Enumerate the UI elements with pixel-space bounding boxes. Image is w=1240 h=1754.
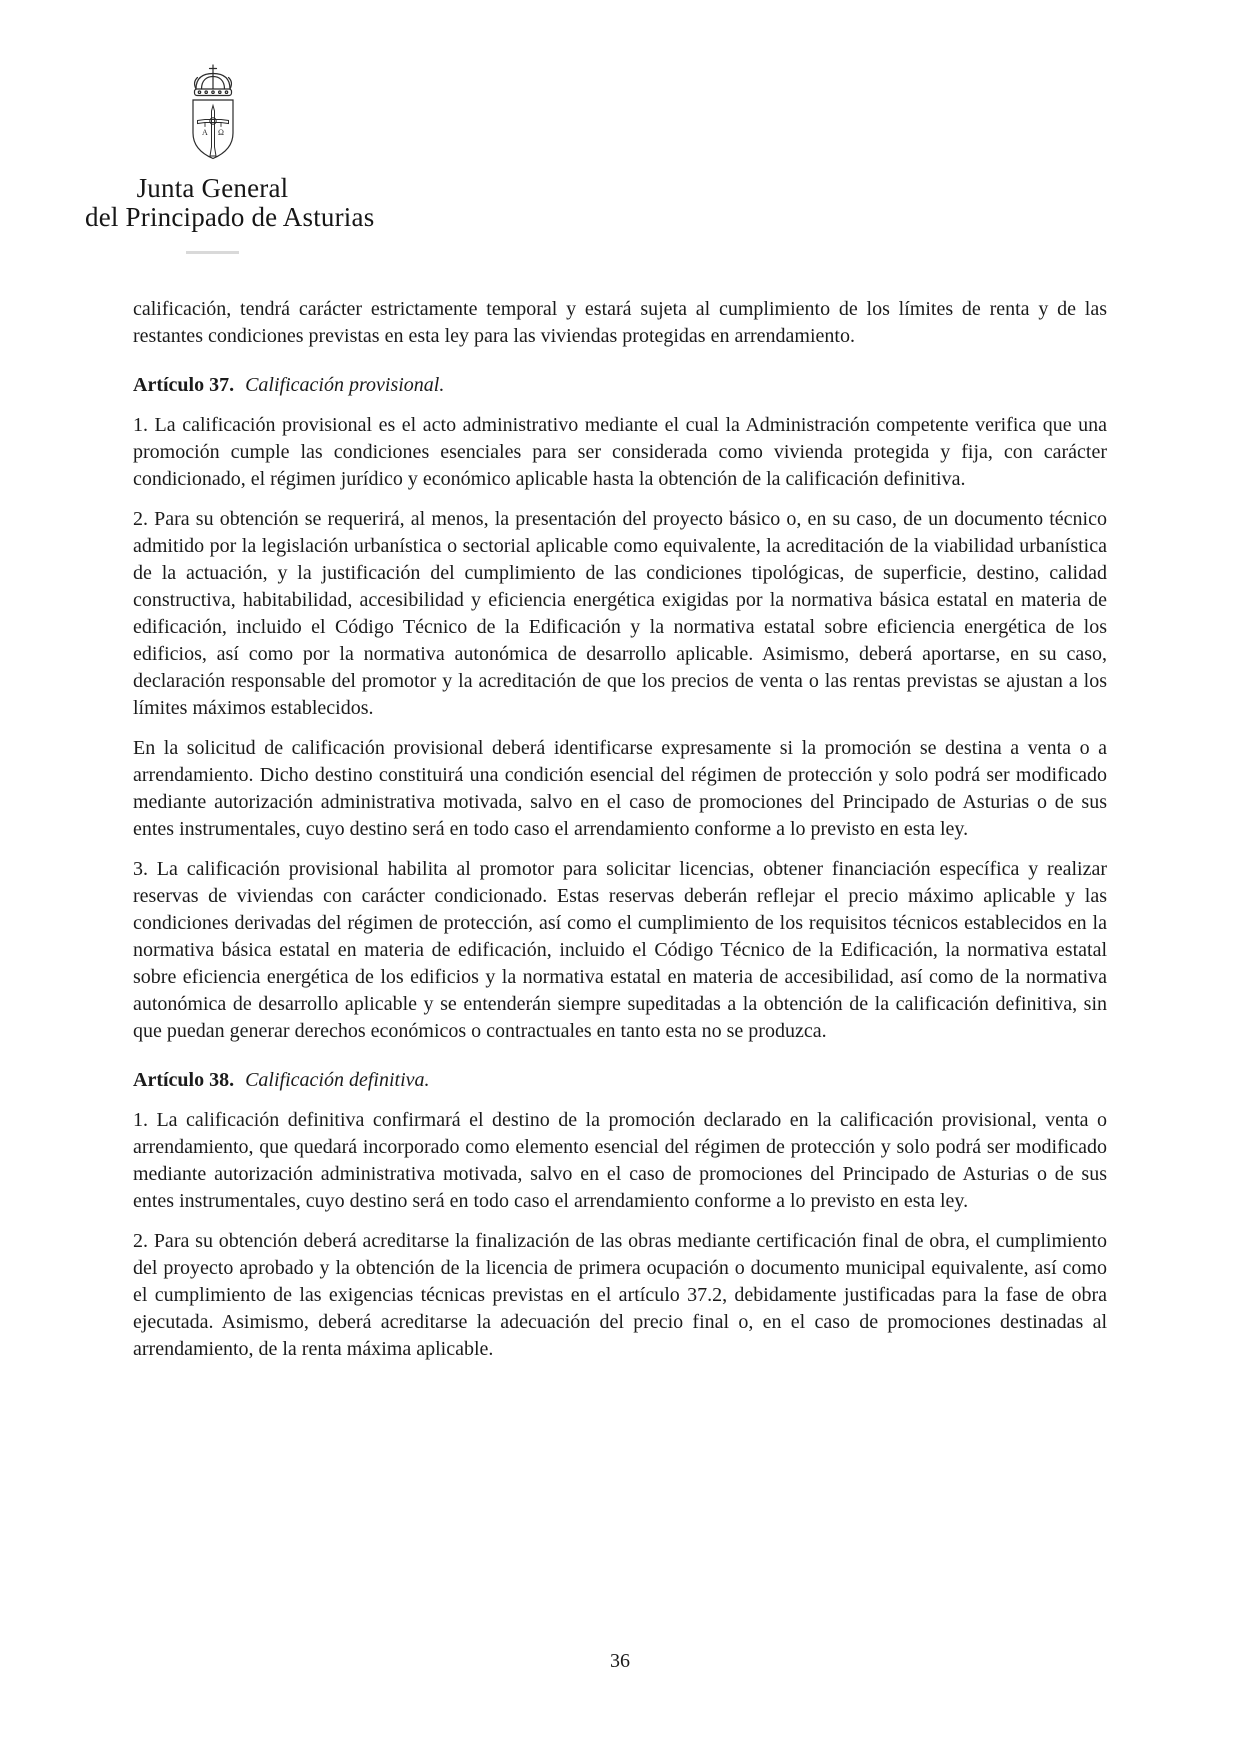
svg-text:Ω: Ω <box>217 128 224 137</box>
page-number: 36 <box>610 1650 630 1672</box>
org-name <box>85 173 375 232</box>
page-footer <box>0 1650 1240 1673</box>
article-37-paragraph-3: 3. La calificación provisional habilita al promotor para solicitar licencias, obtener financiación específica y realizar reservas de viviendas con carácter condicionado. Estas reservas deberán reflejar el precio máximo aplicable y las condiciones derivadas del régimen de protección, así como el cumplimiento de los requisitos técnicos establecidos en la normativa básica estatal en materia de edificación, incluido el Código Técnico de la Edificación, la normativa estatal sobre eficiencia energética de los edificios y la normativa estatal en materia de accesibilidad, así como de la normativa autonómica de desarrollo aplicable y se entenderán siempre supeditadas a la obtención de la calificación definitiva, sin que puedan generar derechos económicos o contractuales en tanto esta no se produzca. <box>133 858 1107 1042</box>
article-37-paragraph-1: 1. La calificación provisional es el acto administrativo mediante el cual la Administración competente verifica que una promoción cumple las condiciones esenciales para ser considerada como vivienda protegida y fija, con carácter condicionado, el régimen jurídico y económico aplicable hasta la obtención de la calificación definitiva. <box>133 414 1107 490</box>
asturias-coat-of-arms-icon <box>85 64 340 166</box>
letterhead-divider <box>186 251 239 254</box>
article-37-number: Artículo 37. <box>133 374 235 396</box>
article-37-heading <box>133 372 1107 399</box>
article-37-paragraph-2bis: En la solicitud de calificación provisional deberá identificarse expresamente si la promoción se destina a venta o a arrendamiento. Dicho destino constituirá una condición esencial del régimen de protección y solo podrá ser modificado mediante autorización administrativa motivada, salvo en el caso de promociones del Principado de Asturias o de sus entes instrumentales, cuyo destino será en todo caso el arrendamiento conforme a lo previsto en esta ley. <box>133 737 1107 840</box>
intro-paragraph: calificación, tendrá carácter estrictamente temporal y estará sujeta al cumplimiento de los límites de renta y de las restantes condiciones previstas en esta ley para las viviendas protegidas en arrendamiento. <box>133 298 1107 347</box>
article-37-paragraph-2: 2. Para su obtención se requerirá, al menos, la presentación del proyecto básico o, en su caso, de un documento técnico admitido por la legislación urbanística o sectorial aplicable como equivalente, la acreditación de la viabilidad urbanística de la actuación, y la justificación del cumplimiento de las condiciones tipológicas, de superficie, destino, calidad constructiva, habitabilidad, accesibilidad y eficiencia energética exigidas por la normativa básica estatal en materia de edificación, incluido el Código Técnico de la Edificación y la normativa estatal sobre eficiencia energética de los edificios, así como por la normativa autonómica de desarrollo aplicable. Asimismo, deberá aportarse, en su caso, declaración responsable del promotor y la acreditación de que los precios de venta o las rentas previstas se ajustan a los límites máximos establecidos. <box>133 508 1107 719</box>
article-37-title: Calificación provisional. <box>245 374 445 396</box>
letterhead <box>85 0 375 254</box>
article-38-number: Artículo 38. <box>133 1069 235 1091</box>
article-38-title: Calificación definitiva. <box>245 1069 430 1091</box>
article-38-paragraph-1: 1. La calificación definitiva confirmará el destino de la promoción declarado en la calificación provisional, venta o arrendamiento, que quedará incorporado como elemento esencial del régimen de protección y solo podrá ser modificado mediante autorización administrativa motivada, salvo en el caso de promociones del Principado de Asturias o de sus entes instrumentales, cuyo destino será en todo caso el arrendamiento conforme a lo previsto en esta ley. <box>133 1109 1107 1212</box>
article-38-paragraph-2: 2. Para su obtención deberá acreditarse la finalización de las obras mediante certificación final de obra, el cumplimiento del proyecto aprobado y la obtención de la licencia de primera ocupación o documento municipal equivalente, así como el cumplimiento de las exigencias técnicas previstas en el artículo 37.2, debidamente justificadas para la fase de obra ejecutada. Asimismo, deberá acreditarse la adecuación del precio final o, en el caso de promociones destinadas al arrendamiento, de la renta máxima aplicable. <box>133 1230 1107 1360</box>
document-body <box>133 296 1107 1376</box>
org-name-line2: del Principado de Asturias <box>85 202 375 232</box>
article-38-heading <box>133 1067 1107 1094</box>
svg-text:Α: Α <box>201 128 208 137</box>
org-name-line1: Junta General <box>136 173 289 203</box>
